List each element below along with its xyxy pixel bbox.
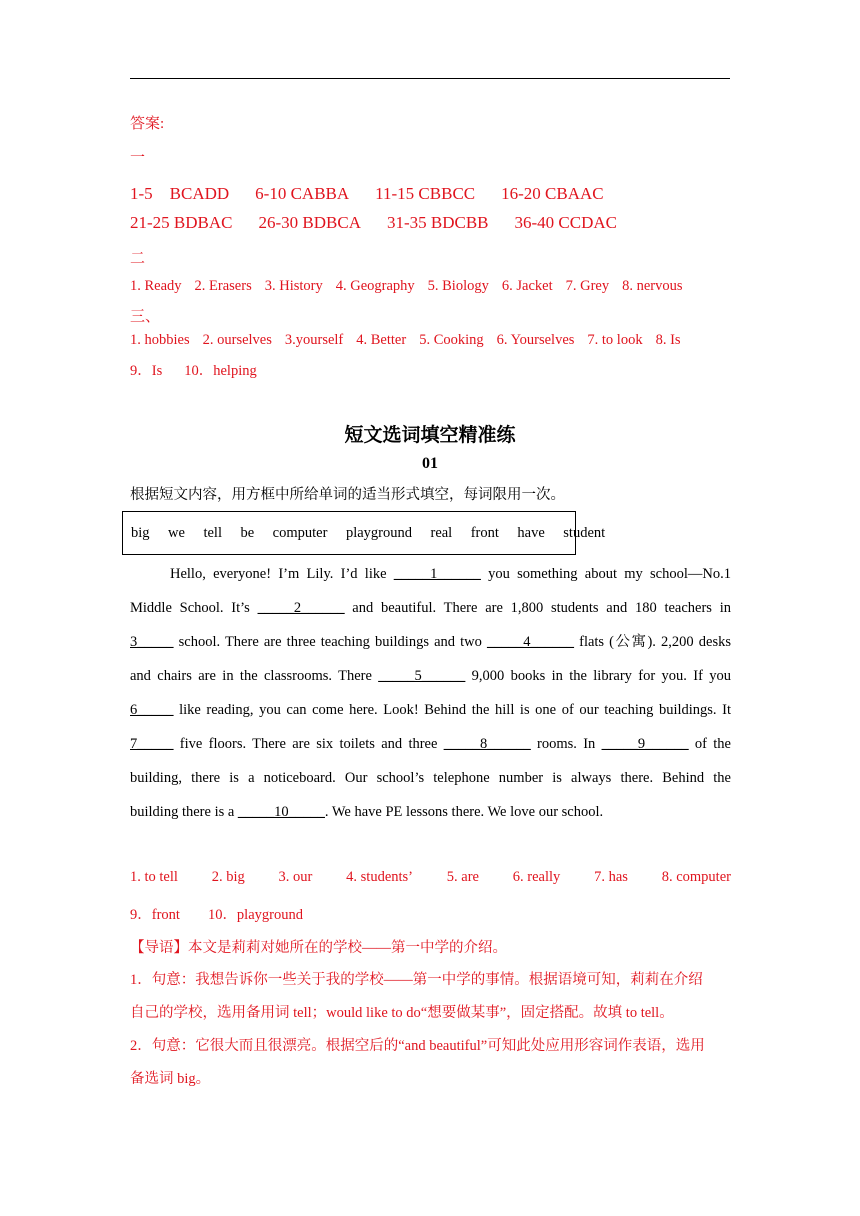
- exercise-title: 短文选词填空精准练: [344, 424, 516, 446]
- answer-item: 2. ourselves: [202, 332, 272, 348]
- answer-group: 16-20 CBAAC: [501, 184, 604, 203]
- key-item: 7. has: [594, 869, 628, 885]
- passage: [130, 557, 731, 829]
- passage-line: building there is a _____10_____. We have PE lessons there. We love our school.: [130, 795, 731, 829]
- section-2-answers: [130, 278, 683, 295]
- explanation-line: 1．句意：我想告诉你一些关于我的学校——第一中学的事情。根据语境可知，莉莉在介绍: [130, 972, 703, 988]
- section-1-row-1: [130, 179, 604, 204]
- word-bank-item: tell: [203, 524, 222, 541]
- exercise-instruction: 根据短文内容，用方框中所给单词的适当形式填空，每词限用一次。: [130, 487, 565, 503]
- answer-item: 3. History: [264, 278, 323, 294]
- passage-line: 7_____ five floors. There are six toilets and three _____8______ rooms. In _____9______ of the: [130, 727, 731, 761]
- section-1-row-2: [130, 213, 617, 233]
- word-bank-item: be: [240, 524, 255, 541]
- answer-item: 6. Jacket: [501, 278, 553, 294]
- answer-group: 6-10 CABBA: [255, 184, 350, 203]
- answer-group: 31-35 BDCBB: [386, 213, 489, 232]
- exercise-number: 01: [422, 455, 438, 472]
- blank: _____8______: [443, 736, 531, 752]
- passage-line: building, there is a noticeboard. Our school’s telephone number is always there. Behind the: [130, 770, 731, 786]
- blank: _____9______: [601, 736, 689, 752]
- key-item: 2. big: [211, 869, 245, 885]
- key-item: 10．playground: [207, 907, 303, 923]
- blank: _____4______: [487, 634, 574, 650]
- word-bank-item: front: [470, 524, 499, 541]
- blank: 6_____: [130, 702, 174, 718]
- answers-label: 答案:: [130, 116, 165, 132]
- word-bank-item: playground: [345, 524, 412, 541]
- key-item: 8. computer: [661, 869, 731, 885]
- passage-line: Middle School. It’s _____2______ and beautiful. There are 1,800 students and 180 teachers in: [130, 591, 731, 625]
- blank: 3_____: [130, 634, 174, 650]
- answer-item: 1. Ready: [130, 278, 182, 294]
- answer-item: 7. to look: [587, 332, 643, 348]
- explanation-line: 自己的学校，选用备用词 tell；would like to do“想要做某事”，固定搭配。故填 to tell。: [130, 1005, 674, 1021]
- word-bank-item: have: [517, 524, 545, 541]
- answer-group: 1-5 BCADD: [130, 184, 230, 203]
- answer-key-row-2: [130, 903, 303, 924]
- word-bank-item: computer: [272, 524, 328, 541]
- explanation-line: 2．句意：它很大而且很漂亮。根据空后的“and beautiful”可知此处应用形容词作表语，选用: [130, 1038, 705, 1054]
- answer-group: 11-15 CBBCC: [375, 184, 476, 203]
- word-bank-item: we: [168, 524, 185, 541]
- answer-item: 8. Is: [655, 332, 681, 348]
- answer-item: 4. Better: [356, 332, 407, 348]
- key-item: 4. students’: [346, 869, 414, 885]
- word-bank-item: student: [563, 524, 606, 541]
- blank: 7_____: [130, 736, 174, 752]
- word-bank-item: big: [131, 524, 150, 541]
- key-item: 3. our: [278, 869, 313, 885]
- answer-item: 1. hobbies: [130, 332, 190, 348]
- answer-item: 4. Geography: [335, 278, 415, 294]
- section-1-label: 一: [130, 150, 146, 166]
- blank: _____10_____: [237, 804, 325, 820]
- key-item: 9．front: [130, 907, 180, 923]
- answer-item: 8. nervous: [622, 278, 683, 294]
- blank: _____5______: [378, 668, 466, 684]
- answer-group: 36-40 CCDAC: [514, 213, 617, 232]
- key-item: 6. really: [512, 869, 561, 885]
- key-item: 1. to tell: [130, 869, 178, 885]
- passage-line: and chairs are in the classrooms. There _____5______ 9,000 books in the library for you. If you: [130, 659, 731, 693]
- answer-item: 5. Cooking: [419, 332, 484, 348]
- answer-key-row-1: [130, 869, 731, 886]
- section-3-answers: [130, 332, 681, 349]
- section-3-label: 三、: [130, 309, 161, 325]
- section-3-answers-row-2: [130, 359, 270, 380]
- word-bank-box: [122, 511, 606, 555]
- explanation-line: 备选词 big。: [130, 1071, 211, 1087]
- blank: _____2______: [257, 600, 345, 616]
- section-2-label: 二: [130, 251, 146, 267]
- word-bank-item: real: [430, 524, 453, 541]
- answer-item: 2. Erasers: [194, 278, 252, 294]
- passage-line: Hello, everyone! I’m Lily. I’d like _____1______ you something about my school—No.1: [130, 557, 731, 591]
- answer-item: 10．helping: [184, 363, 257, 379]
- explanation-intro: 【导语】本文是莉莉对她所在的学校——第一中学的介绍。: [130, 940, 507, 956]
- answer-group: 26-30 BDBCA: [258, 213, 361, 232]
- key-item: 5. are: [446, 869, 479, 885]
- answer-item: 3.yourself: [284, 332, 344, 348]
- answer-item: 6. Yourselves: [496, 332, 575, 348]
- header-rule: [130, 78, 730, 79]
- answer-item: 9．Is: [130, 363, 163, 379]
- answer-group: 21-25 BDBAC: [130, 213, 233, 232]
- answer-item: 7. Grey: [565, 278, 610, 294]
- passage-line: 3_____ school. There are three teaching buildings and two _____4______ flats (公寓). 2,200 desks: [130, 625, 731, 659]
- blank: _____1______: [393, 566, 481, 582]
- answer-item: 5. Biology: [427, 278, 489, 294]
- passage-line: 6_____ like reading, you can come here. Look! Behind the hill is one of our teaching buildings. It: [130, 693, 731, 727]
